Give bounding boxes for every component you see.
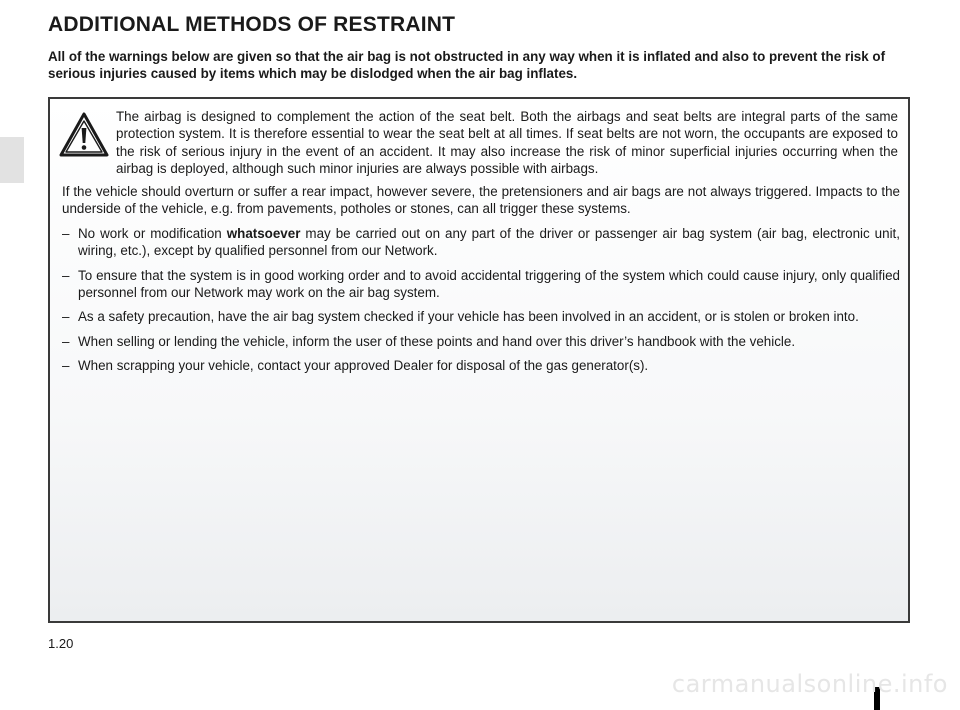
list-item-text: No work or modification bbox=[78, 225, 227, 241]
warning-body bbox=[62, 183, 900, 382]
page-number: 1.20 bbox=[48, 636, 74, 651]
list-item bbox=[62, 308, 900, 325]
list-item bbox=[62, 357, 900, 374]
warning-list bbox=[62, 225, 900, 375]
list-dash: – bbox=[62, 267, 70, 283]
list-dash: – bbox=[62, 358, 70, 374]
list-item-text: To ensure that the system is in good working order and to avoid accidental triggering of the system which could cause injury, only qualified personnel from our Network may work on the air bag system. bbox=[78, 267, 900, 301]
chapter-side-tab bbox=[0, 137, 24, 183]
warning-paragraph: If the vehicle should overturn or suffer a rear impact, however severe, the pretensioners and air bags are not always triggered. Impacts to the underside of the vehicle, e.g. from pavements, potholes or stones, can all trigger these systems. bbox=[62, 184, 900, 217]
list-item bbox=[62, 333, 900, 350]
list-dash: – bbox=[62, 225, 70, 241]
list-item bbox=[62, 267, 900, 302]
list-item-text: When scrapping your vehicle, contact your approved Dealer for disposal of the gas generator(s). bbox=[78, 358, 649, 374]
page-title: ADDITIONAL METHODS OF RESTRAINT bbox=[48, 13, 456, 36]
warning-triangle-icon bbox=[58, 111, 110, 159]
list-item-emphasis: whatsoever bbox=[226, 225, 301, 241]
watermark: carmanualsonline.info bbox=[671, 670, 948, 698]
intro-paragraph: All of the warnings below are given so that the air bag is not obstructed in any way when it is inflated and also to prevent the risk of serious injuries caused by items which may be dislodged when the air bag inflates. bbox=[48, 49, 886, 81]
list-dash: – bbox=[62, 333, 70, 349]
list-dash: – bbox=[62, 309, 70, 325]
warning-box bbox=[48, 97, 910, 623]
list-item-text: As a safety precaution, have the air bag system checked if your vehicle has been involved in an accident, or is stolen or broken into. bbox=[78, 309, 859, 325]
list-item-text: may be carried out on any part of the driver or passenger air bag system (air bag, electronic unit, wiring, etc.), except by qualified personnel from our Network. bbox=[78, 225, 900, 259]
list-item bbox=[62, 225, 900, 260]
warning-lead-text: The airbag is designed to complement the action of the seat belt. Both the airbags and seat belts are integral parts of the same protection system. It is therefore essential to wear the seat belt at all times. If seat belts are not worn, the occupants are exposed to the risk of serious injury in the event of an accident. It may also increase the risk of minor superficial injuries occurring when the airbag is deployed, although such minor injuries are always possible with airbags. bbox=[116, 109, 898, 177]
list-item-text: When selling or lending the vehicle, inform the user of these points and hand over this driver’s handbook with the vehicle. bbox=[78, 333, 796, 349]
